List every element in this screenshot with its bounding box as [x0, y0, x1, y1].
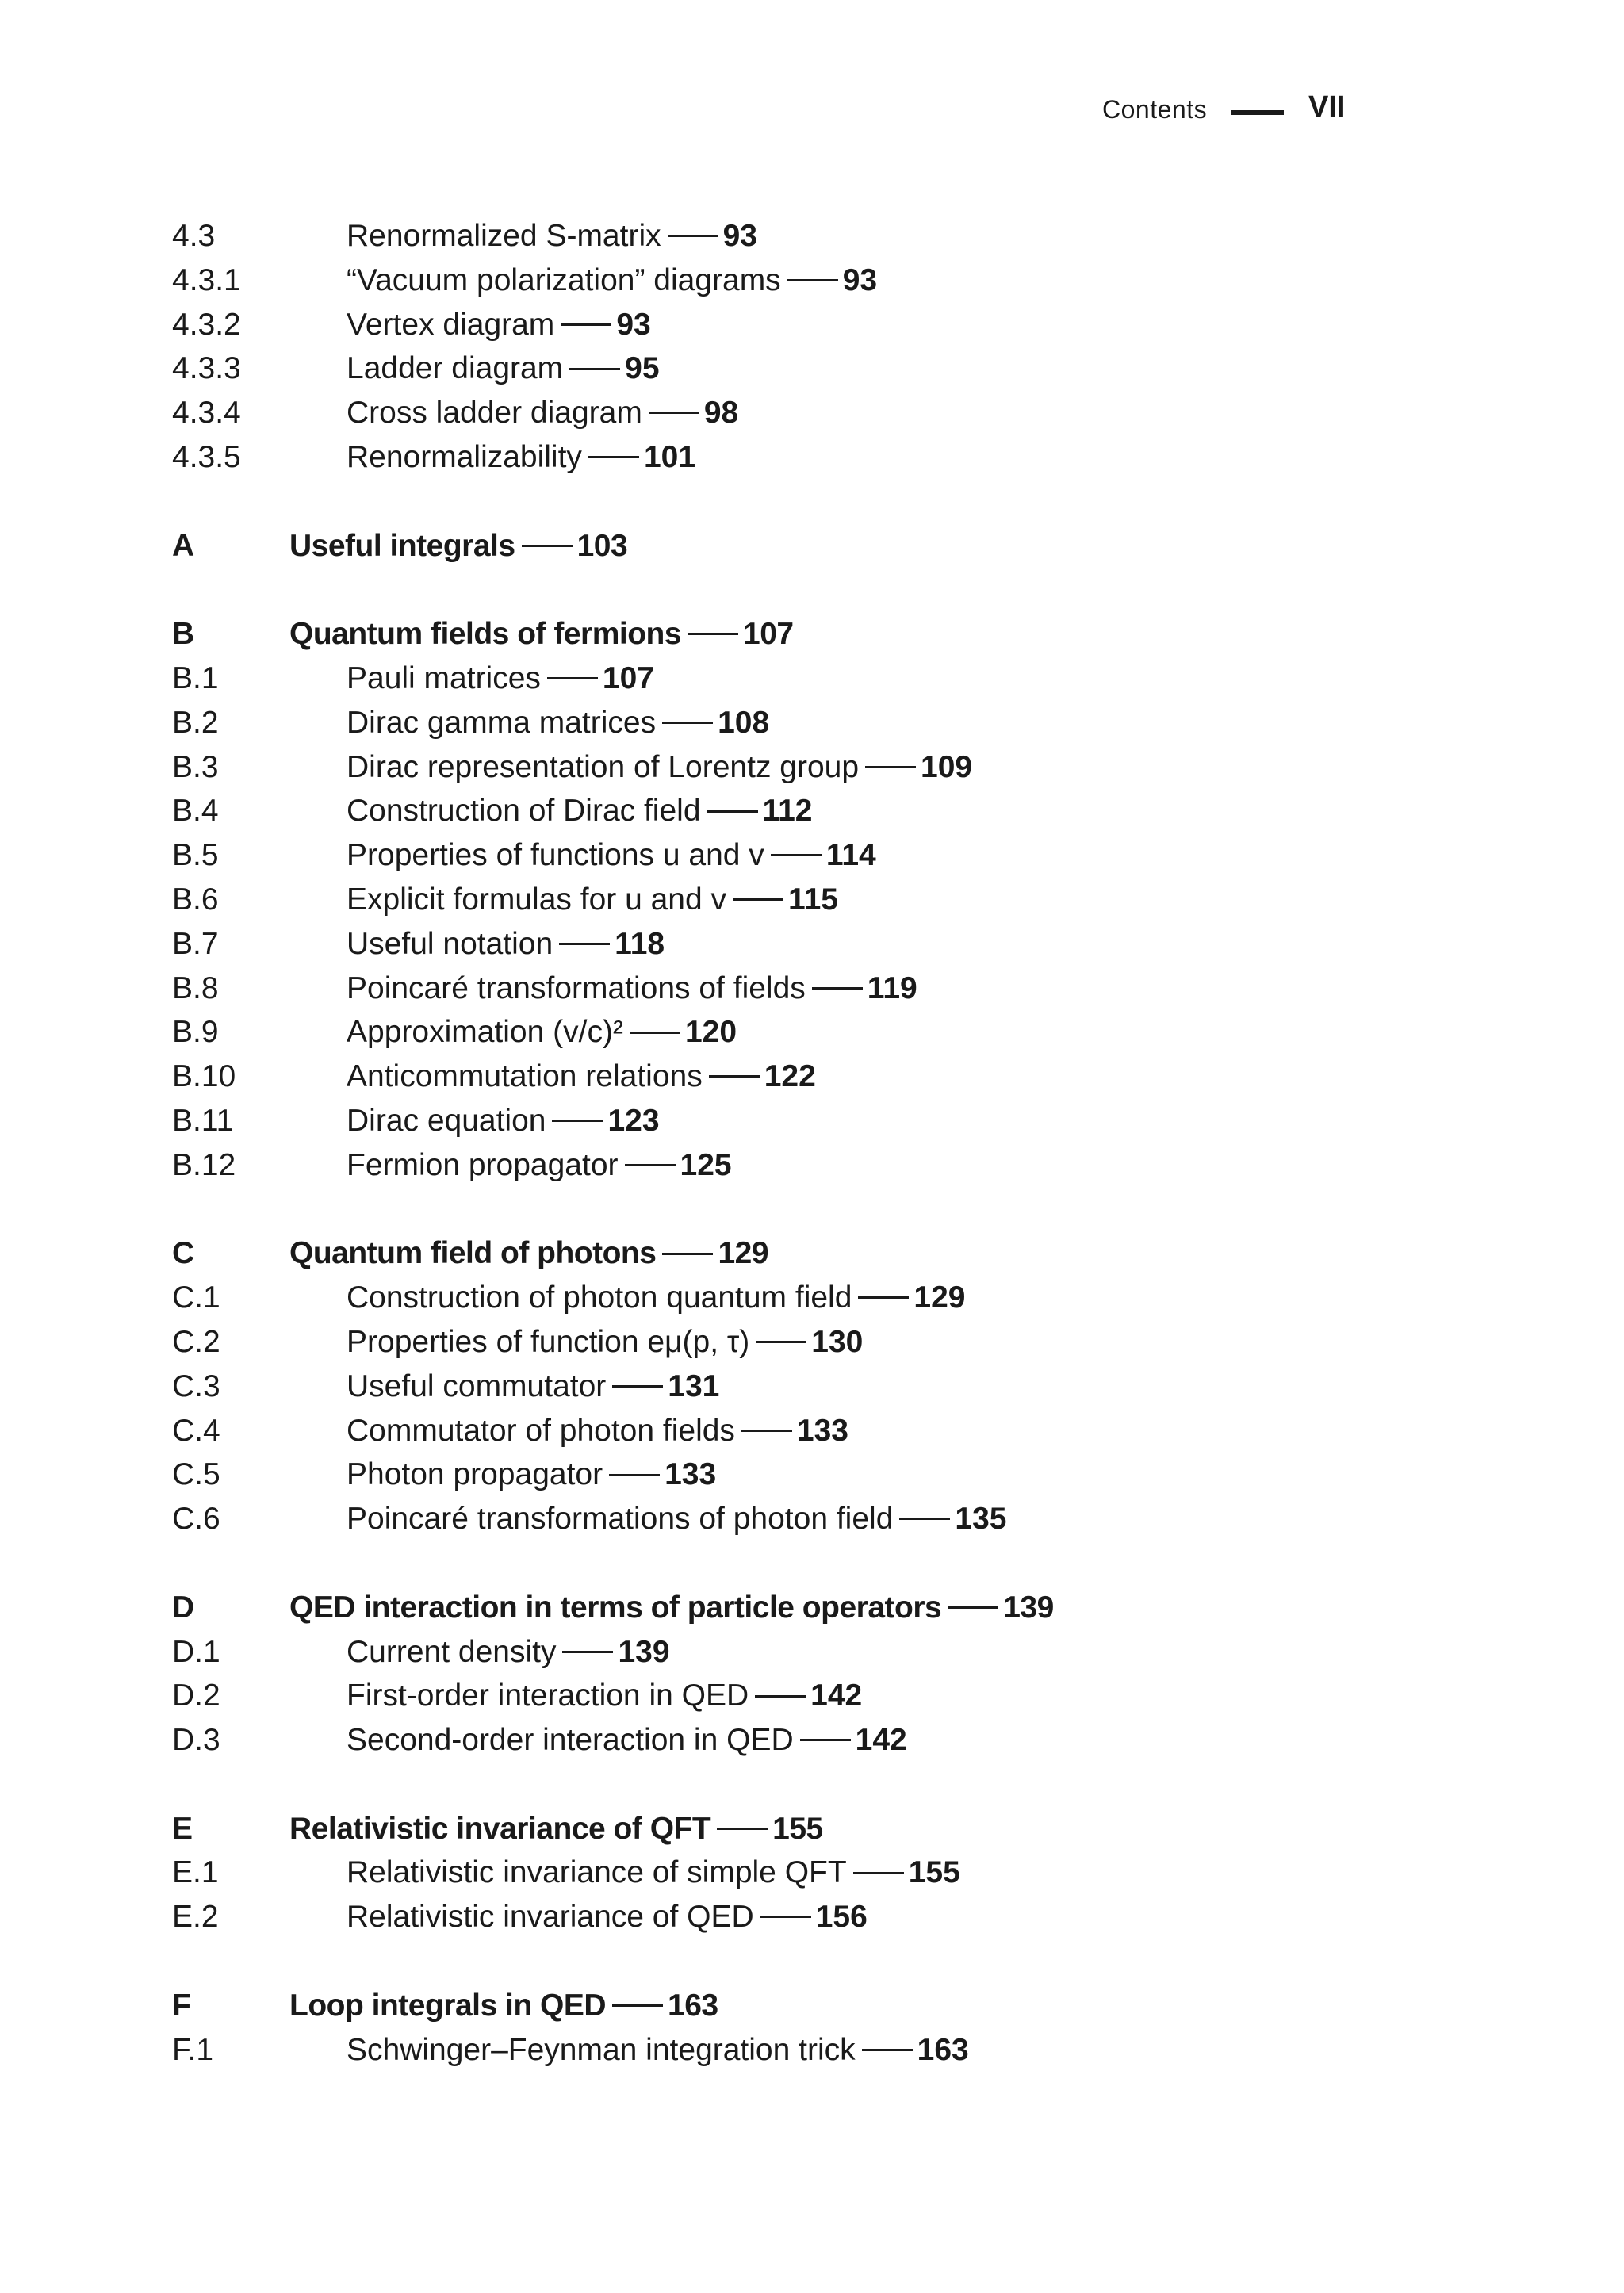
leader-rule	[612, 2004, 663, 2007]
section-gap	[0, 1188, 1624, 1232]
toc-entry-title-text: Second-order interaction in QED	[347, 1723, 794, 1758]
toc-entry-page: 155	[908, 1855, 960, 1890]
toc-entry-page: 133	[796, 1413, 848, 1448]
toc-entry-page: 156	[815, 1900, 868, 1935]
toc-entry-page: 114	[825, 838, 876, 873]
toc-entry-title	[347, 1895, 868, 1939]
toc-entry-number: B.1	[172, 660, 219, 695]
toc-section-entry[interactable]	[0, 1409, 1624, 1453]
toc-entry-title-text: First-order interaction in QED	[347, 1679, 749, 1713]
toc-entry-title-text: Loop integrals in QED	[289, 1988, 607, 2023]
leader-rule	[668, 235, 718, 237]
toc-entry-title	[289, 524, 627, 568]
toc-entry-number: B.5	[172, 838, 219, 873]
toc-entry-title-text: Construction of Dirac field	[347, 794, 701, 829]
toc-entry-title	[347, 435, 695, 480]
toc-entry-title	[289, 612, 794, 657]
toc-section-entry[interactable]	[0, 789, 1624, 833]
toc-entry-title-text: Cross ladder diagram	[347, 396, 642, 431]
section-gap	[0, 1541, 1624, 1586]
leader-rule	[662, 722, 713, 724]
toc-entry-title	[347, 2028, 969, 2073]
toc-entry-number: B.10	[172, 1059, 236, 1094]
toc-entry-title-text: Poincaré transformations of photon field	[347, 1502, 894, 1537]
toc-section-entry[interactable]	[0, 214, 1624, 258]
leader-rule	[741, 1430, 792, 1432]
toc-entry-number: B.9	[172, 1015, 219, 1050]
toc-entry-title-text: Properties of functions u and v	[347, 838, 764, 873]
toc-entry-page: 95	[625, 351, 660, 386]
toc-entry-page: 93	[616, 307, 651, 342]
toc-entry-title	[347, 1674, 862, 1718]
toc-entry-title-text: Schwinger–Feynman integration trick	[347, 2032, 856, 2067]
toc-entry-page: 139	[618, 1634, 670, 1669]
section-gap	[0, 1763, 1624, 1807]
leader-rule	[630, 1032, 680, 1034]
toc-entry-number: B.12	[172, 1147, 236, 1182]
toc-entry-number: 4.3.2	[172, 307, 241, 342]
toc-section-entry[interactable]	[0, 701, 1624, 745]
toc-entry-number: E	[172, 1811, 193, 1846]
toc-entry-number: B.8	[172, 970, 219, 1005]
toc-entry-number: B.4	[172, 794, 219, 829]
toc-entry-number: 4.3.5	[172, 439, 241, 474]
header-label: Contents	[1102, 95, 1208, 124]
toc-entry-title-text: Properties of function eμ(p, τ)	[347, 1324, 750, 1359]
toc-section-entry[interactable]	[0, 1276, 1624, 1320]
toc-entry-title	[347, 1365, 719, 1409]
toc-section-entry[interactable]	[0, 878, 1624, 922]
toc-entry-number: B.3	[172, 749, 219, 784]
toc-section-entry[interactable]	[0, 745, 1624, 790]
toc-entry-title-text: Quantum field of photons	[289, 1236, 657, 1271]
leader-rule	[756, 1341, 806, 1343]
toc-entry-page: 131	[668, 1369, 720, 1403]
toc-entry-title	[347, 1630, 670, 1675]
toc-section-entry[interactable]	[0, 1630, 1624, 1675]
toc-section-entry[interactable]	[0, 258, 1624, 303]
toc-section-entry[interactable]	[0, 391, 1624, 435]
toc-entry-number: 4.3.4	[172, 396, 241, 431]
toc-entry-title	[289, 1807, 823, 1851]
toc-entry-number: C.1	[172, 1280, 220, 1315]
leader-rule	[787, 279, 838, 281]
running-header	[1102, 89, 1348, 130]
toc-entry-title-text: Renormalized S-matrix	[347, 219, 661, 253]
toc-entry-number: B	[172, 617, 195, 652]
toc-entry-page: 93	[842, 262, 878, 297]
section-gap	[0, 480, 1624, 524]
leader-rule	[688, 633, 738, 635]
toc-chapter-entry[interactable]	[0, 524, 1624, 568]
toc-entry-title	[347, 1055, 816, 1099]
toc-entry-title	[347, 1409, 848, 1453]
toc-entry-number: C.4	[172, 1413, 220, 1448]
toc-entry-title	[289, 1231, 768, 1276]
toc-chapter-entry[interactable]	[0, 1984, 1624, 2028]
toc-entry-title-text: Construction of photon quantum field	[347, 1280, 852, 1315]
toc-entry-number: B.7	[172, 926, 219, 961]
leader-rule	[547, 677, 598, 679]
toc-section-entry[interactable]	[0, 833, 1624, 878]
leader-rule	[662, 1253, 713, 1255]
toc-entry-title	[289, 1984, 718, 2028]
toc-entry-number: E.2	[172, 1900, 219, 1935]
toc-section-entry[interactable]	[0, 657, 1624, 701]
leader-rule	[760, 1916, 811, 1918]
toc-entry-number: F	[172, 1988, 191, 2023]
toc-entry-title	[347, 1497, 1006, 1541]
toc-entry-title-text: Dirac gamma matrices	[347, 705, 657, 740]
toc-entry-title	[347, 303, 651, 347]
toc-entry-number: B.6	[172, 882, 219, 917]
toc-section-entry[interactable]	[0, 1895, 1624, 1939]
toc-entry-page: 109	[921, 749, 973, 784]
toc-entry-page: 142	[810, 1679, 863, 1713]
toc-entry-title	[347, 1276, 965, 1320]
toc-entry-title	[347, 789, 812, 833]
toc-chapter-entry[interactable]	[0, 1231, 1624, 1276]
leader-rule	[771, 854, 822, 856]
toc-entry-number: C	[172, 1236, 195, 1271]
toc-entry-number: D.2	[172, 1679, 220, 1713]
section-gap	[0, 1939, 1624, 1984]
toc-entry-title-text: Useful notation	[347, 926, 553, 961]
toc-entry-page: 93	[722, 219, 757, 253]
leader-rule	[709, 1075, 760, 1078]
toc-entry-title-text: Dirac equation	[347, 1103, 546, 1138]
leader-rule	[559, 943, 610, 945]
toc-entry-title	[347, 967, 917, 1011]
toc-section-entry[interactable]	[0, 1718, 1624, 1763]
toc-entry-page: 155	[772, 1811, 823, 1846]
toc-section-entry[interactable]	[0, 1674, 1624, 1718]
toc-entry-number: C.5	[172, 1457, 220, 1492]
toc-section-entry[interactable]	[0, 1497, 1624, 1541]
toc-section-entry[interactable]	[0, 922, 1624, 967]
leader-rule	[733, 898, 783, 901]
toc-entry-page: 120	[684, 1015, 737, 1050]
leader-rule	[649, 412, 699, 414]
toc-entry-title	[347, 657, 654, 701]
toc-entry-page: 101	[643, 439, 696, 474]
toc-entry-number: 4.3	[172, 219, 216, 253]
toc-entry-page: 163	[917, 2032, 969, 2067]
toc-entry-title	[289, 1586, 1054, 1630]
leader-rule	[812, 987, 863, 990]
toc-section-entry[interactable]	[0, 1010, 1624, 1055]
toc-section-entry[interactable]	[0, 1453, 1624, 1497]
toc-entry-title-text: Dirac representation of Lorentz group	[347, 749, 860, 784]
header-rule	[1231, 110, 1284, 115]
toc-entry-title	[347, 1099, 660, 1143]
toc-entry-title	[347, 346, 660, 391]
leader-rule	[717, 1828, 768, 1830]
leader-rule	[865, 766, 916, 768]
toc-entry-number: C.3	[172, 1369, 220, 1403]
toc-entry-title-text: Vertex diagram	[347, 307, 555, 342]
toc-entry-title-text: Fermion propagator	[347, 1147, 619, 1182]
toc-entry-page: 129	[914, 1280, 966, 1315]
toc-entry-page: 119	[867, 970, 917, 1005]
leader-rule	[569, 368, 620, 370]
toc-section-entry[interactable]	[0, 1143, 1624, 1188]
page-number: VII	[1308, 90, 1346, 124]
leader-rule	[858, 1296, 909, 1299]
leader-rule	[853, 1872, 904, 1874]
leader-rule	[800, 1739, 851, 1741]
toc-entry-page: 123	[607, 1103, 660, 1138]
toc-entry-title	[347, 391, 738, 435]
toc-entry-title-text: Commutator of photon fields	[347, 1413, 735, 1448]
toc-entry-page: 129	[718, 1236, 769, 1271]
toc-entry-page: 133	[665, 1457, 717, 1492]
leader-rule	[862, 2049, 913, 2051]
leader-rule	[562, 1651, 613, 1653]
toc-entry-title	[347, 1010, 737, 1055]
toc-entry-title	[347, 1453, 716, 1497]
leader-rule	[561, 323, 611, 326]
toc-section-entry[interactable]	[0, 1055, 1624, 1099]
toc-entry-title-text: Approximation (v/c)²	[347, 1015, 623, 1050]
toc-section-entry[interactable]	[0, 2028, 1624, 2073]
leader-rule	[899, 1518, 950, 1520]
toc-entry-title-text: Relativistic invariance of QED	[347, 1900, 754, 1935]
toc-entry-page: 112	[762, 794, 813, 829]
toc-entry-title-text: Pauli matrices	[347, 660, 541, 695]
toc-entry-title-text: Photon propagator	[347, 1457, 603, 1492]
toc-entry-page: 122	[764, 1059, 816, 1094]
toc-entry-page: 139	[1003, 1590, 1054, 1625]
table-of-contents	[0, 214, 1624, 2072]
toc-entry-page: 103	[576, 528, 628, 563]
leader-rule	[588, 456, 639, 458]
leader-rule	[552, 1120, 603, 1122]
toc-section-entry[interactable]	[0, 435, 1624, 480]
toc-entry-title	[347, 833, 876, 878]
toc-entry-title	[347, 878, 838, 922]
toc-entry-title	[347, 1851, 960, 1895]
toc-entry-title	[347, 214, 757, 258]
toc-entry-title	[347, 922, 665, 967]
leader-rule	[522, 545, 573, 547]
toc-section-entry[interactable]	[0, 1320, 1624, 1365]
toc-entry-number: A	[172, 528, 195, 563]
toc-section-entry[interactable]	[0, 303, 1624, 347]
toc-entry-title-text: Poincaré transformations of fields	[347, 970, 806, 1005]
toc-entry-page: 142	[855, 1723, 907, 1758]
leader-rule	[755, 1695, 806, 1698]
toc-entry-title	[347, 258, 877, 303]
toc-entry-title-text: Explicit formulas for u and v	[347, 882, 727, 917]
leader-rule	[612, 1385, 663, 1388]
toc-entry-page: 125	[680, 1147, 732, 1182]
toc-entry-title-text: Relativistic invariance of simple QFT	[347, 1855, 847, 1890]
toc-entry-title	[347, 1320, 863, 1365]
toc-section-entry[interactable]	[0, 1099, 1624, 1143]
toc-section-entry[interactable]	[0, 1365, 1624, 1409]
toc-entry-title-text: Relativistic invariance of QFT	[289, 1811, 711, 1846]
toc-entry-page: 118	[615, 926, 665, 961]
toc-entry-title	[347, 701, 769, 745]
toc-entry-page: 135	[955, 1502, 1007, 1537]
toc-chapter-entry[interactable]	[0, 1586, 1624, 1630]
toc-entry-page: 108	[718, 705, 770, 740]
toc-entry-number: D	[172, 1590, 195, 1625]
toc-section-entry[interactable]	[0, 346, 1624, 391]
toc-entry-number: C.6	[172, 1502, 220, 1537]
toc-entry-title-text: Renormalizability	[347, 439, 582, 474]
toc-entry-page: 98	[703, 396, 739, 431]
section-gap	[0, 568, 1624, 612]
toc-entry-page: 130	[811, 1324, 864, 1359]
toc-entry-number: B.2	[172, 705, 219, 740]
toc-entry-page: 163	[668, 1988, 718, 2023]
toc-entry-page: 107	[743, 617, 794, 652]
toc-entry-number: E.1	[172, 1855, 219, 1890]
toc-entry-number: C.2	[172, 1324, 220, 1359]
toc-entry-title-text: Ladder diagram	[347, 351, 564, 386]
leader-rule	[609, 1474, 660, 1476]
toc-chapter-entry[interactable]	[0, 1807, 1624, 1851]
toc-entry-number: 4.3.1	[172, 262, 241, 297]
toc-chapter-entry[interactable]	[0, 612, 1624, 657]
toc-section-entry[interactable]	[0, 967, 1624, 1011]
toc-entry-title-text: Useful integrals	[289, 528, 515, 563]
toc-entry-title	[347, 1143, 732, 1188]
toc-entry-title-text: Anticommutation relations	[347, 1059, 703, 1094]
toc-section-entry[interactable]	[0, 1851, 1624, 1895]
toc-entry-title	[347, 745, 972, 790]
toc-entry-title-text: Useful commutator	[347, 1369, 607, 1403]
toc-entry-page: 107	[602, 660, 654, 695]
toc-entry-page: 115	[788, 882, 838, 917]
toc-entry-number: B.11	[172, 1103, 234, 1138]
toc-entry-number: 4.3.3	[172, 351, 241, 386]
toc-entry-title	[347, 1718, 907, 1763]
toc-entry-number: D.3	[172, 1723, 220, 1758]
toc-entry-number: F.1	[172, 2032, 214, 2067]
toc-entry-number: D.1	[172, 1634, 220, 1669]
leader-rule	[707, 810, 758, 813]
toc-entry-title-text: “Vacuum polarization” diagrams	[347, 262, 781, 297]
toc-entry-title-text: QED interaction in terms of particle operators	[289, 1590, 942, 1625]
toc-entry-title-text: Quantum fields of fermions	[289, 617, 682, 652]
leader-rule	[625, 1164, 676, 1166]
leader-rule	[948, 1606, 998, 1609]
toc-entry-title-text: Current density	[347, 1634, 557, 1669]
